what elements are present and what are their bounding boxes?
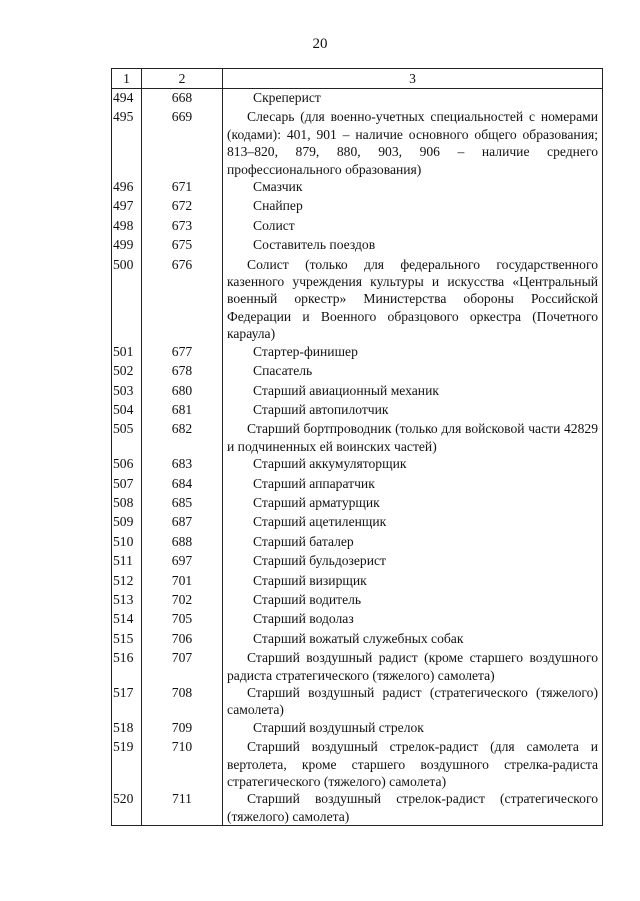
row-number: 506 xyxy=(112,455,142,474)
row-number: 509 xyxy=(112,513,142,532)
row-title-cell xyxy=(223,790,603,825)
row-code: 676 xyxy=(142,256,223,343)
row-title: Старший аппаратчик xyxy=(253,475,375,491)
row-number: 499 xyxy=(112,236,142,255)
row-title-cell xyxy=(223,552,603,571)
column-header-code: 2 xyxy=(142,69,223,89)
row-title: Смазчик xyxy=(253,179,303,195)
row-number: 502 xyxy=(112,362,142,381)
row-title: Старший авиационный механик xyxy=(253,382,439,398)
row-code: 706 xyxy=(142,630,223,649)
row-title-cell xyxy=(223,684,603,719)
table-row xyxy=(112,572,603,591)
column-header-title: 3 xyxy=(223,69,603,89)
row-code: 705 xyxy=(142,610,223,629)
row-code: 684 xyxy=(142,475,223,494)
row-code: 711 xyxy=(142,790,223,825)
row-title: Старший воздушный стрелок xyxy=(253,719,424,735)
table-row xyxy=(112,552,603,571)
row-code: 682 xyxy=(142,420,223,455)
row-title-cell xyxy=(223,572,603,591)
row-title: Снайпер xyxy=(253,198,303,214)
row-title-cell xyxy=(223,197,603,216)
row-title-cell xyxy=(223,494,603,513)
row-title-cell xyxy=(223,401,603,420)
row-title-cell xyxy=(223,513,603,532)
row-title-cell xyxy=(223,256,603,343)
table-row xyxy=(112,197,603,216)
table-row xyxy=(112,591,603,610)
row-number: 520 xyxy=(112,790,142,825)
row-number: 501 xyxy=(112,343,142,362)
row-title: Старший воздушный стрелок-радист (стратегического (тяжелого) самолета) xyxy=(227,791,598,824)
row-number: 495 xyxy=(112,108,142,178)
row-code: 707 xyxy=(142,649,223,684)
row-number: 516 xyxy=(112,649,142,684)
row-number: 511 xyxy=(112,552,142,571)
row-title: Старший бульдозерист xyxy=(253,553,386,569)
row-title: Составитель поездов xyxy=(253,237,376,253)
row-code: 710 xyxy=(142,738,223,790)
row-number: 519 xyxy=(112,738,142,790)
row-code: 701 xyxy=(142,572,223,591)
table-row xyxy=(112,649,603,684)
row-title-cell xyxy=(223,420,603,455)
page-number: 20 xyxy=(312,36,328,52)
row-code: 672 xyxy=(142,197,223,216)
table-row xyxy=(112,343,603,362)
row-code: 669 xyxy=(142,108,223,178)
row-number: 496 xyxy=(112,178,142,197)
table-row xyxy=(112,217,603,236)
row-code: 687 xyxy=(142,513,223,532)
row-title-cell xyxy=(223,362,603,381)
row-title: Старший визирщик xyxy=(253,572,367,588)
row-code: 675 xyxy=(142,236,223,255)
table-row xyxy=(112,719,603,738)
row-title-cell xyxy=(223,178,603,197)
table-row xyxy=(112,533,603,552)
row-code: 685 xyxy=(142,494,223,513)
row-number: 515 xyxy=(112,630,142,649)
row-number: 500 xyxy=(112,256,142,343)
row-code: 678 xyxy=(142,362,223,381)
row-title: Старший баталер xyxy=(253,533,354,549)
row-title-cell xyxy=(223,719,603,738)
row-title: Старший воздушный радист (кроме старшего воздушного радиста стратегического (тяжелого) самолета) xyxy=(227,650,598,683)
row-code: 673 xyxy=(142,217,223,236)
table-row xyxy=(112,89,603,109)
row-title-cell xyxy=(223,610,603,629)
row-number: 494 xyxy=(112,89,142,109)
row-title: Старший аккумуляторщик xyxy=(253,456,407,472)
row-title: Старший водолаз xyxy=(253,611,354,627)
row-title: Старший водитель xyxy=(253,591,362,607)
row-title-cell xyxy=(223,533,603,552)
row-title: Стартер-финишер xyxy=(253,343,358,359)
row-number: 497 xyxy=(112,197,142,216)
table-row xyxy=(112,108,603,178)
row-title-cell xyxy=(223,630,603,649)
table-row xyxy=(112,475,603,494)
row-code: 681 xyxy=(142,401,223,420)
table-row xyxy=(112,494,603,513)
row-code: 708 xyxy=(142,684,223,719)
table-row xyxy=(112,610,603,629)
row-number: 508 xyxy=(112,494,142,513)
row-title: Спасатель xyxy=(253,363,313,379)
row-number: 503 xyxy=(112,382,142,401)
row-title-cell xyxy=(223,89,603,109)
row-title: Старший бортпроводник (только для войсковой части 42829 и подчиненных ей воинских частей) xyxy=(227,421,598,454)
row-title: Старший арматурщик xyxy=(253,494,380,510)
row-title: Старший воздушный радист (стратегического (тяжелого) самолета) xyxy=(227,685,598,718)
table-row xyxy=(112,362,603,381)
row-number: 514 xyxy=(112,610,142,629)
row-title: Скреперист xyxy=(253,90,321,105)
row-number: 517 xyxy=(112,684,142,719)
row-title-cell xyxy=(223,236,603,255)
row-title-cell xyxy=(223,382,603,401)
table-row xyxy=(112,382,603,401)
table-row xyxy=(112,256,603,343)
row-code: 697 xyxy=(142,552,223,571)
row-title: Старший воздушный стрелок-радист (для самолета и вертолета, кроме старшего воздушного стрелка-радиста стратегического (тяжелого) самолета) xyxy=(227,739,598,790)
table-row xyxy=(112,630,603,649)
row-title: Старший ацетиленщик xyxy=(253,514,387,530)
row-code: 683 xyxy=(142,455,223,474)
table-row xyxy=(112,513,603,532)
row-number: 498 xyxy=(112,217,142,236)
table-row xyxy=(112,684,603,719)
row-number: 505 xyxy=(112,420,142,455)
row-code: 680 xyxy=(142,382,223,401)
row-title-cell xyxy=(223,108,603,178)
column-header-number: 1 xyxy=(112,69,142,89)
row-title-cell xyxy=(223,455,603,474)
row-code: 688 xyxy=(142,533,223,552)
row-title-cell xyxy=(223,475,603,494)
row-code: 671 xyxy=(142,178,223,197)
table-row xyxy=(112,790,603,825)
row-title: Слесарь (для военно-учетных специальностей с номерами (кодами): 401, 901 – наличие основного общего образования; 813–820, 879, 880, 903, 906 – наличие среднего профессионального образования) xyxy=(227,109,598,177)
table-row xyxy=(112,401,603,420)
profession-table xyxy=(111,68,603,826)
row-title: Старший автопилотчик xyxy=(253,401,389,417)
row-title: Солист (только для федерального государственного казенного учреждения культуры и искусства «Центральный военный оркестр» Министерства обороны Российской Федерации и Военного образцового оркестра (Почетного караула) xyxy=(227,256,598,342)
row-code: 677 xyxy=(142,343,223,362)
row-code: 702 xyxy=(142,591,223,610)
row-number: 504 xyxy=(112,401,142,420)
row-number: 512 xyxy=(112,572,142,591)
table-row xyxy=(112,236,603,255)
row-number: 513 xyxy=(112,591,142,610)
row-code: 709 xyxy=(142,719,223,738)
row-code: 668 xyxy=(142,89,223,109)
table-row xyxy=(112,738,603,790)
row-title-cell xyxy=(223,738,603,790)
row-number: 507 xyxy=(112,475,142,494)
row-title: Солист xyxy=(253,217,295,233)
row-title-cell xyxy=(223,591,603,610)
row-number: 518 xyxy=(112,719,142,738)
table-row xyxy=(112,178,603,197)
row-title: Старший вожатый служебных собак xyxy=(253,630,464,646)
table-row xyxy=(112,455,603,474)
table-header-row xyxy=(112,69,603,89)
row-title-cell xyxy=(223,217,603,236)
row-title-cell xyxy=(223,649,603,684)
row-title-cell xyxy=(223,343,603,362)
table-row xyxy=(112,420,603,455)
row-number: 510 xyxy=(112,533,142,552)
